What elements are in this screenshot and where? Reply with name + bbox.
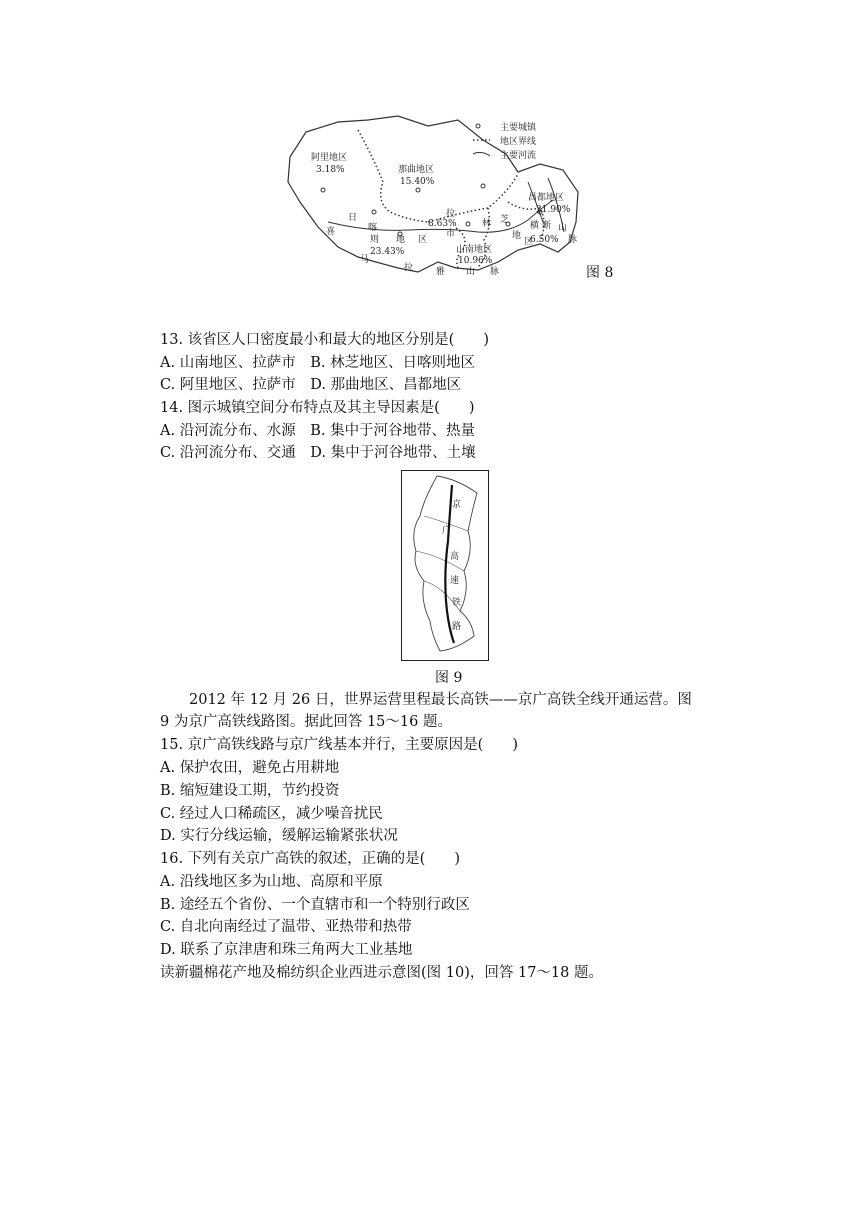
map-char-la: 拉: [404, 263, 414, 273]
q14-options-cd: C. 沿河流分布、交通 D. 集中于河谷地带、土壤: [160, 445, 476, 461]
legend-river: 主要河流: [500, 151, 537, 161]
route-char-guang: 广: [442, 526, 452, 536]
q15-option-c: C. 经过人口稀疏区，减少噪音扰民: [160, 806, 383, 822]
figure-8-map: [278, 112, 583, 284]
map-char-mai: 脉: [490, 267, 500, 277]
legend-towns: 主要城镇: [500, 123, 537, 133]
route-char-gao: 高: [450, 552, 460, 562]
map-char-lin: 林: [482, 219, 492, 229]
q14-stem: 14. 图示城镇空间分布特点及其主导因素是( ): [160, 400, 475, 416]
figure-9-map: [401, 470, 489, 661]
map-char-zhi: 芝: [500, 215, 510, 225]
map-char-la2: 拉: [446, 209, 456, 219]
region-changdu-percent: 21.90%: [536, 205, 571, 215]
map-char-qu: 区: [418, 235, 428, 245]
route-char-tie: 铁: [452, 598, 462, 608]
region-shannan-name: 山南地区: [456, 245, 493, 255]
map-char-shan: 山: [466, 267, 476, 277]
intro-15-16: 2012 年 12 月 26 日，世界运营里程最长高铁——京广高铁全线开通运营。图 9 为京广高铁线路图。据此回答 15～16 题。: [160, 692, 692, 730]
intro-17-18: 读新疆棉花产地及棉纺织企业西进示意图(图 10)，回答 17～18 题。: [160, 965, 603, 981]
map-char-qu2: 区: [524, 237, 534, 247]
map-char-xi: 喜: [326, 227, 336, 237]
region-lhasa-percent: 8.63%: [428, 219, 457, 229]
figure-9-label: 图 9: [435, 670, 463, 686]
q16-option-c: C. 自北向南经过了温带、亚热带和热带: [160, 919, 412, 935]
q13-options-ab: A. 山南地区、拉萨市 B. 林芝地区、日喀则地区: [160, 355, 476, 371]
map-char-heng: 横: [530, 221, 540, 231]
q14-options-ab: A. 沿河流分布、水源 B. 集中于河谷地带、热量: [160, 423, 476, 439]
region-shannan-percent: 10.96%: [458, 256, 493, 266]
figure-8-label: 图 8: [586, 265, 614, 281]
legend-boundary: 地区界线: [500, 137, 537, 147]
region-shigatse-percent: 23.43%: [370, 247, 405, 257]
q16-option-a: A. 沿线地区多为山地、高原和平原: [160, 874, 383, 890]
q13-stem: 13. 该省区人口密度最小和最大的地区分别是( ): [160, 332, 489, 348]
map-char-duan: 断: [542, 221, 552, 231]
region-changdu-name: 昌都地区: [528, 193, 565, 203]
q15-option-a: A. 保护农田，避免占用耕地: [160, 760, 340, 776]
map-char-shan2: 山: [558, 223, 568, 233]
map-char-ya: 雅: [436, 267, 446, 277]
route-char-jing: 京: [452, 500, 462, 510]
q15-stem: 15. 京广高铁线路与京广线基本并行，主要原因是( ): [160, 737, 518, 753]
route-char-lu: 路: [452, 622, 462, 632]
tibet-map-svg: [278, 112, 583, 284]
railway-map-svg: [402, 471, 487, 659]
map-char-ri: 日: [348, 213, 358, 223]
map-char-ze: 则: [370, 235, 380, 245]
map-char-mai2: 脉: [568, 235, 578, 245]
q13-options-cd: C. 阿里地区、拉萨市 D. 那曲地区、昌都地区: [160, 377, 462, 393]
region-ali-name: 阿里地区: [311, 153, 348, 163]
q16-option-b: B. 途经五个省份、一个直辖市和一个特别行政区: [160, 897, 470, 913]
q15-option-b: B. 缩短建设工期，节约投资: [160, 783, 340, 799]
map-char-ma: 马: [360, 255, 370, 265]
q16-option-d: D. 联系了京津唐和珠三角两大工业基地: [160, 942, 413, 958]
region-naqu-percent: 15.40%: [400, 177, 435, 187]
map-char-shi: 市: [446, 229, 456, 239]
map-char-di2: 地: [512, 231, 522, 241]
route-char-su: 速: [450, 576, 460, 586]
region-linzhi-percent: 6.50%: [530, 235, 559, 245]
q15-option-d: D. 实行分线运输，缓解运输紧张状况: [160, 828, 398, 844]
map-char-ka: 喀: [368, 223, 378, 233]
region-naqu-name: 那曲地区: [398, 165, 435, 175]
region-ali-percent: 3.18%: [316, 165, 345, 175]
q16-stem: 16. 下列有关京广高铁的叙述，正确的是( ): [160, 851, 460, 867]
map-char-di: 地: [396, 235, 406, 245]
